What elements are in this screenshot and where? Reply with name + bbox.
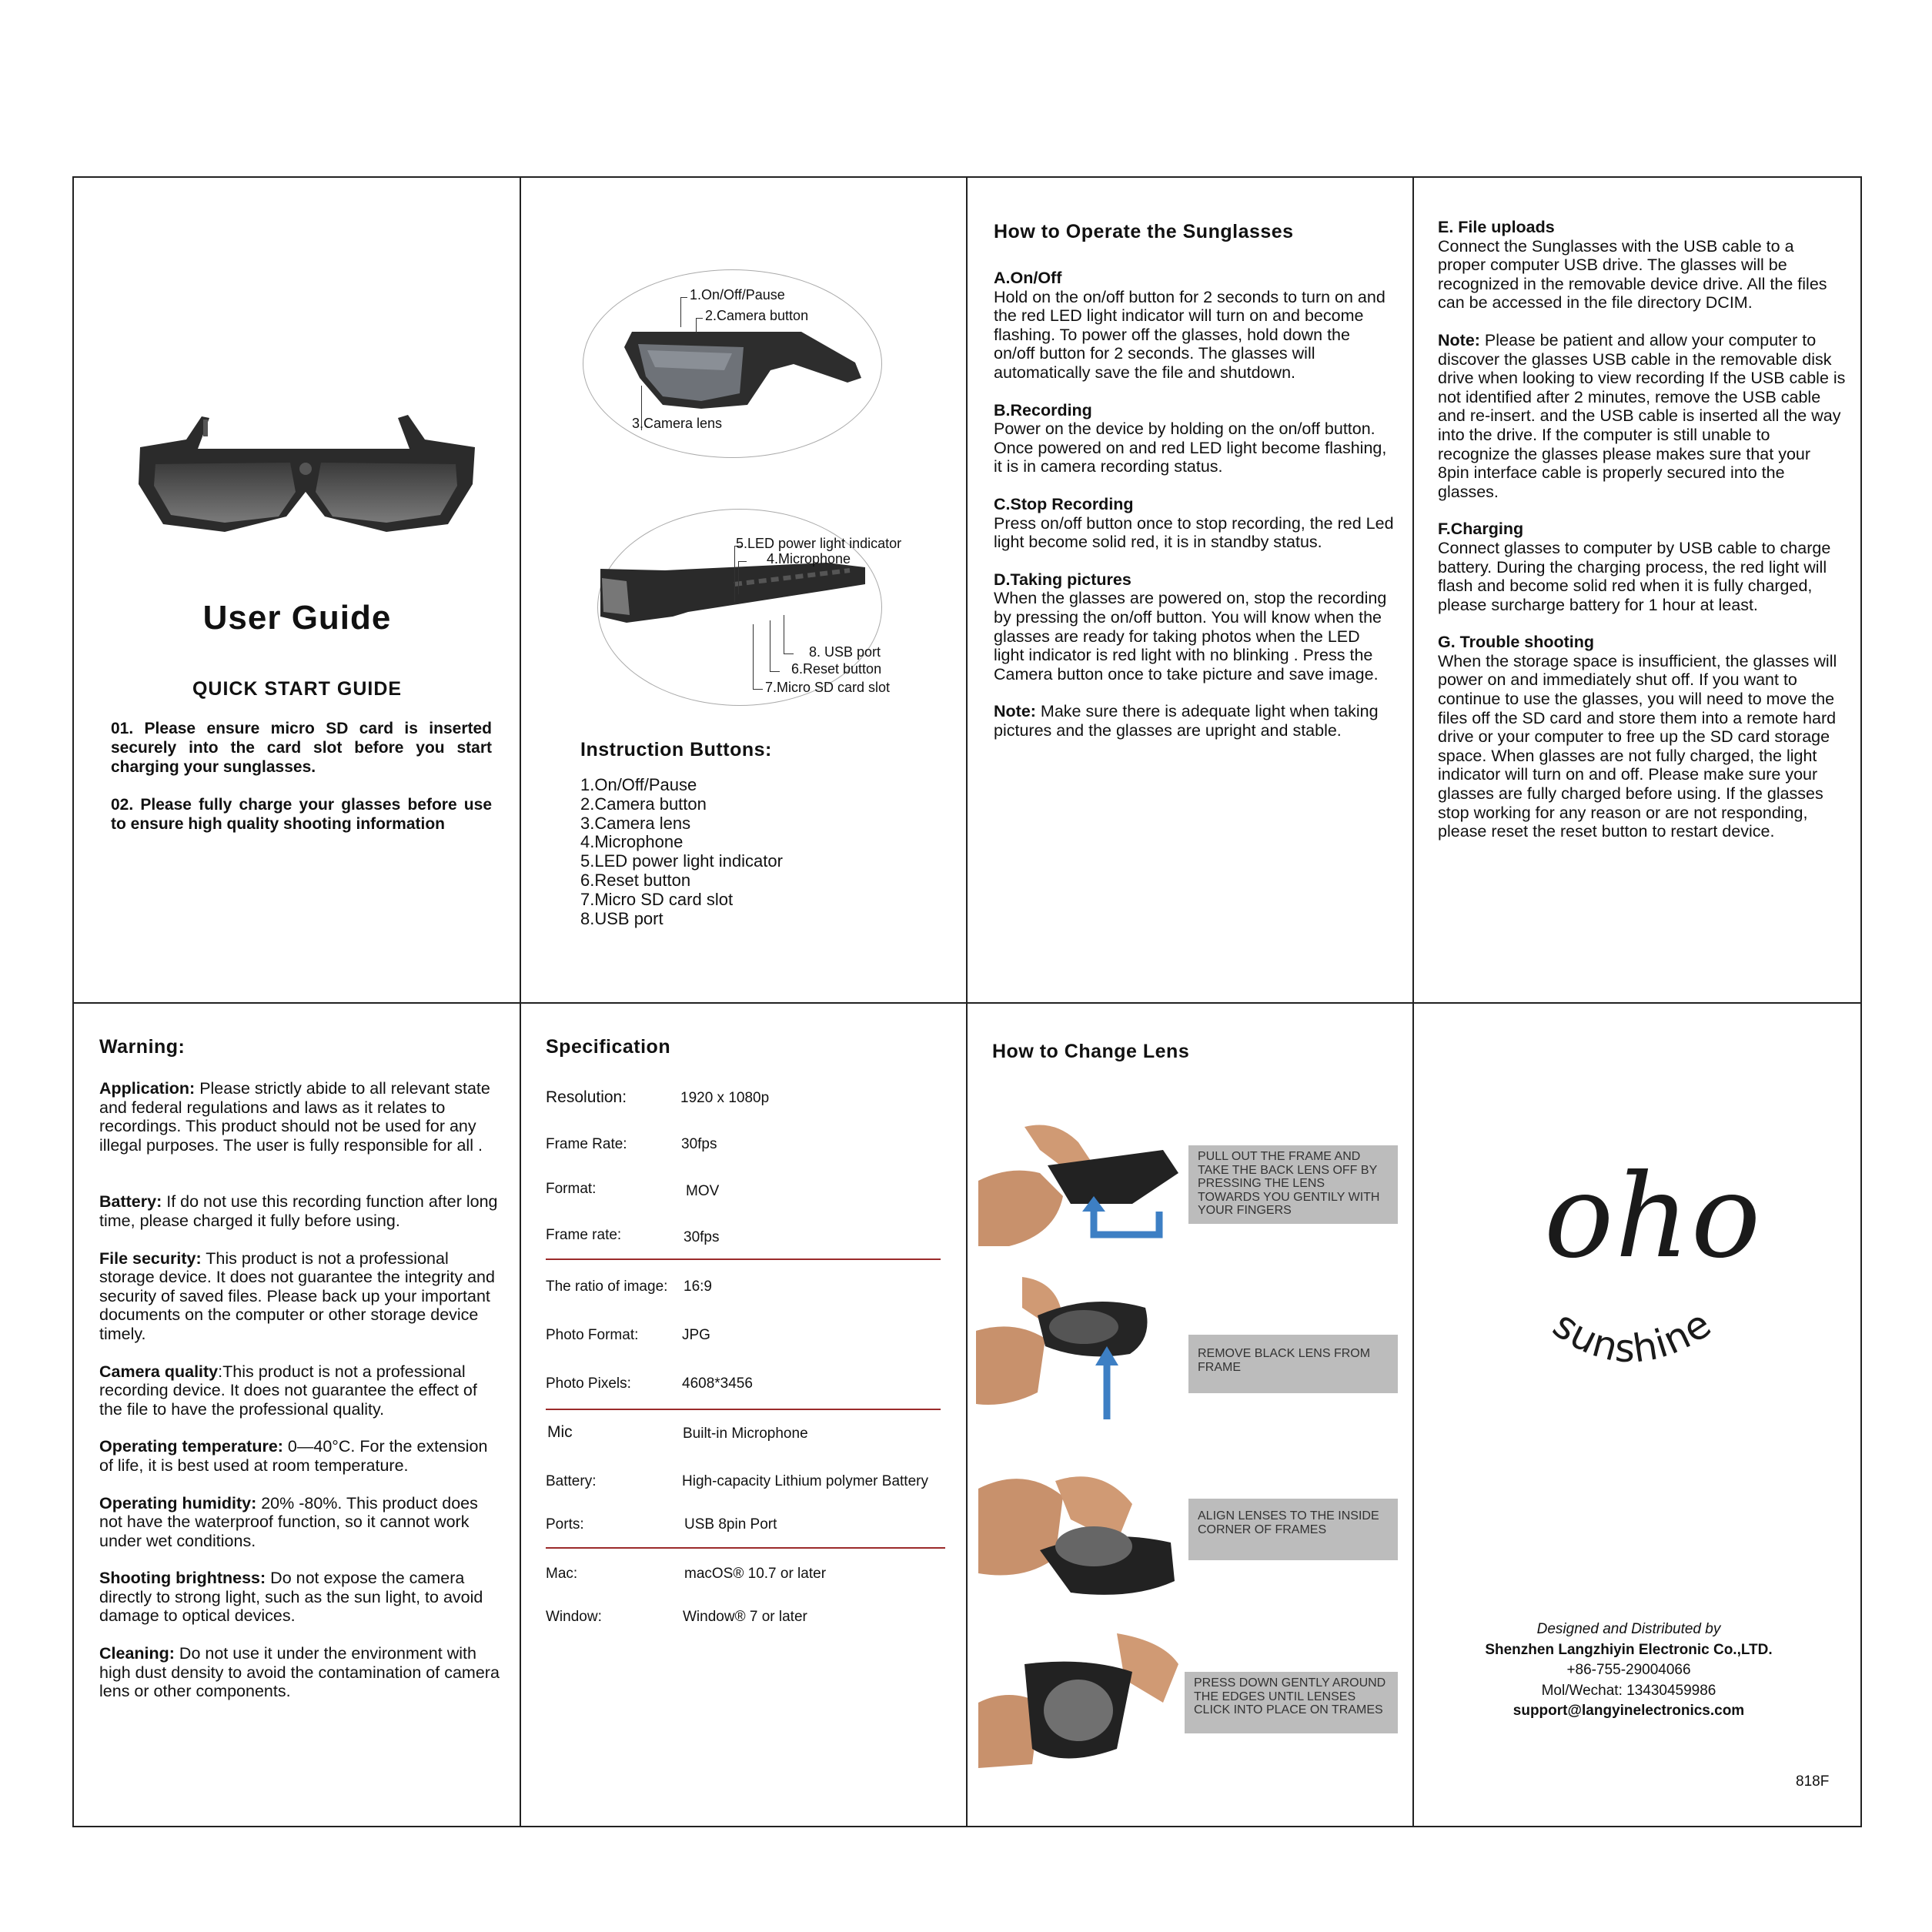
leader-line: [770, 620, 780, 672]
list-item: 2.Camera button: [580, 794, 707, 814]
mobile: Mol/Wechat: 13430459986: [1541, 1682, 1716, 1699]
brand-panel: [1413, 1004, 1863, 1827]
divider: [546, 1258, 941, 1260]
brand-logo-sub: [1513, 1296, 1752, 1404]
warning-humidity: Operating humidity: 20% -80%. This product does not have the waterproof function, so it cannot work under wet conditions.: [99, 1493, 478, 1550]
list-item: 4.Microphone: [580, 832, 684, 852]
leader-line: [784, 615, 794, 654]
callout-microphone: 4.Microphone: [767, 551, 851, 567]
list-item: 5.LED power light indicator: [580, 851, 783, 871]
section-recording: B.Recording Power on the device by holding on the on/off button. Once powered on and red LED light become flashing, it is in camera recording status.: [994, 400, 1387, 476]
callout-on-off: 1.On/Off/Pause: [690, 287, 785, 303]
phone: +86-755-29004066: [1566, 1662, 1691, 1678]
leader-line: [738, 561, 747, 594]
list-item: 8.USB port: [580, 908, 663, 928]
quick-start-item: 02. Please fully charge your glasses before use to ensure high quality shooting information: [111, 796, 492, 833]
diagram-panel: [520, 178, 967, 1002]
step-instruction: ALIGN LENSES TO THE INSIDE CORNER OF FRAMES: [1188, 1499, 1398, 1560]
step-photo: [976, 1277, 1176, 1423]
step-instruction: PRESS DOWN GENTLY AROUND THE EDGES UNTIL LENSES CLICK INTO PLACE ON TRAMES: [1185, 1672, 1398, 1733]
divider: [546, 1409, 941, 1410]
leader-line: [753, 624, 763, 690]
change-lens-heading: How to Change Lens: [992, 1041, 1190, 1062]
warning-file-security: File security: This product is not a professional storage device. It does not guarantee the integrity and security of saved files. Please back up your important documents on the computer or other storage device timely.: [99, 1248, 495, 1343]
section-trouble-shooting: G. Trouble shooting When the storage space is insufficient, the glasses will power on and immediately shut off. If you want to continue to use the glasses, you will need to move the files off the SD card and store them into a remote hard drive or your computer to free up the SD card storage space. When glasses are not fully charged, the light indicator will turn on and off. Please make sure your glasses are fully charged before using. If the glasses stop working for any reason or are not responding, please reset the reset button to restart device.: [1438, 633, 1837, 841]
warning-temperature: Operating temperature: 0—40°C. For the extension of life, it is best used at room temperature.: [99, 1437, 488, 1475]
quick-start-title: QUICK START GUIDE: [192, 678, 403, 700]
manual-sheet: [72, 176, 1862, 1827]
uploads-note: Note: Please be patient and allow your computer to discover the glasses USB cable in the removable disk drive when looking to view recording If the USB cable is not identified after 2 minutes, remove the USB cable and re-insert. and the USB cable is inserted all the way into the drive. If the computer is still unable to recognize the glasses please makes sure that your 8pin interface cable is properly secured into the glasses.: [1438, 330, 1846, 501]
list-item: 6.Reset button: [580, 870, 691, 890]
specification-panel: Specification Resolution: 1920 x 1080p Frame Rate: 30fps Format: MOV Frame rate: 30fps The ratio of image: 16:9 Photo Format: JPG Photo Pixels: 4608*3456 Mic Built-in Microphone Battery: High-capacity Lithium polymer Battery Ports: USB 8pin Port Mac: macOS® 10.7 or later Window: Window® 7 or later: [520, 1004, 967, 1827]
list-item: 3.Camera lens: [580, 813, 691, 833]
company-name: Shenzhen Langzhiyin Electronic Co.,LTD.: [1485, 1641, 1773, 1658]
callout-led: 5.LED power light indicator: [736, 536, 902, 551]
designed-by: Designed and Distributed by: [1536, 1621, 1721, 1637]
callout-usb-port: 8. USB port: [809, 644, 881, 660]
step-photo: [978, 1458, 1178, 1604]
svg-text:sunshine: [1545, 1301, 1719, 1371]
operate-heading: How to Operate the Sunglasses: [994, 221, 1294, 242]
callout-reset: 6.Reset button: [791, 661, 882, 677]
warning-brightness: Shooting brightness: Do not expose the camera directly to strong light, such as the sun light, to avoid damage to optical devices.: [99, 1569, 483, 1626]
change-lens-panel: [967, 1004, 1413, 1827]
step-photo: [978, 1119, 1186, 1250]
callout-camera-lens: 3.Camera lens: [632, 416, 723, 431]
section-taking-pictures: D.Taking pictures When the glasses are powered on, stop the recording by pressing the on/off button. You will know when the glasses are ready for taking photos when the LED light indicator is red light with no blinking . Press the Camera button once to take picture and save image.: [994, 570, 1387, 684]
instruction-buttons-list: [580, 776, 783, 928]
uploads-panel: [1413, 178, 1863, 1002]
warning-list: [99, 1079, 500, 1720]
callout-sd-slot: 7.Micro SD card slot: [765, 680, 891, 695]
list-item: 1.On/Off/Pause: [580, 775, 697, 794]
section-charging: F.Charging Connect glasses to computer by USB cable to charge battery. During the charging process, the red light will flash and become solid red when it is fully charged, please surcharge battery for 1 hour at least.: [1438, 520, 1831, 614]
operate-panel: [967, 178, 1413, 1002]
distributor-info: [1413, 1619, 1844, 1722]
section-file-uploads: E. File uploads Connect the Sunglasses with the USB cable to a proper computer USB drive. The glasses will be recognized in the removable device drive. All the files can be accessed in the file directory DCIM.: [1438, 218, 1827, 313]
leader-line: [680, 297, 687, 327]
callout-camera-button: 2.Camera button: [705, 308, 809, 323]
model-code: 818F: [1796, 1773, 1830, 1790]
warning-heading: Warning:: [99, 1036, 186, 1058]
warning-cleaning: Cleaning: Do not use it under the environment with high dust density to avoid the contamination of camera lens or other components.: [99, 1644, 500, 1701]
operate-note: Note: Make sure there is adequate light when taking pictures and the glasses are upright and stable.: [994, 702, 1379, 740]
step-instruction: REMOVE BLACK LENS FROM FRAME: [1188, 1335, 1398, 1393]
section-on-off: A.On/Off Hold on the on/off button for 2 seconds to turn on and the red LED light indicator will turn on and become flashing. To power off the glasses, hold down the on/off button for 2 seconds. The glasses will automatically save the file and shutdown.: [994, 269, 1385, 382]
brand-sub-text: sunshine: [1545, 1301, 1720, 1372]
warning-camera-quality: Camera quality:This product is not a professional recording device. It does not guarantee the effect of the file to have the professional quality.: [99, 1362, 477, 1419]
warning-panel: [74, 1004, 520, 1827]
cover-panel: [74, 178, 520, 1002]
sunglasses-photo: [125, 401, 486, 563]
user-guide-title: User Guide: [202, 599, 392, 637]
step-instruction: PULL OUT THE FRAME AND TAKE THE BACK LENS OFF BY PRESSING THE LENS TOWARDS YOU GENTILY WITH YOUR FINGERS: [1188, 1145, 1398, 1224]
step-photo: [978, 1633, 1182, 1776]
instruction-buttons-heading: Instruction Buttons:: [580, 739, 772, 760]
leader-line: [696, 318, 703, 334]
quick-start-item: 01. Please ensure micro SD card is inserted securely into the card slot before you start charging your sunglasses.: [111, 720, 492, 776]
list-item: 7.Micro SD card slot: [580, 889, 734, 909]
divider: [546, 1547, 945, 1549]
uploads-sections: [1438, 218, 1846, 860]
section-stop-recording: C.Stop Recording Press on/off button once to stop recording, the red Led light become solid red, it is in standby status.: [994, 494, 1394, 552]
brand-logo: oho: [1544, 1150, 1763, 1284]
warning-battery: Battery: If do not use this recording function after long time, please charged it fully before using.: [99, 1192, 498, 1230]
email: support@langyinelectronics.com: [1513, 1703, 1745, 1719]
glasses-front-diagram: [617, 316, 871, 416]
warning-application: Application: Please strictly abide to all relevant state and federal regulations and laws as it relates to recordings. This product should not be used for any illegal purposes. The user is fully responsible for all .: [99, 1079, 490, 1155]
specification-heading: Specification: [546, 1036, 671, 1058]
operate-sections: [994, 269, 1394, 758]
